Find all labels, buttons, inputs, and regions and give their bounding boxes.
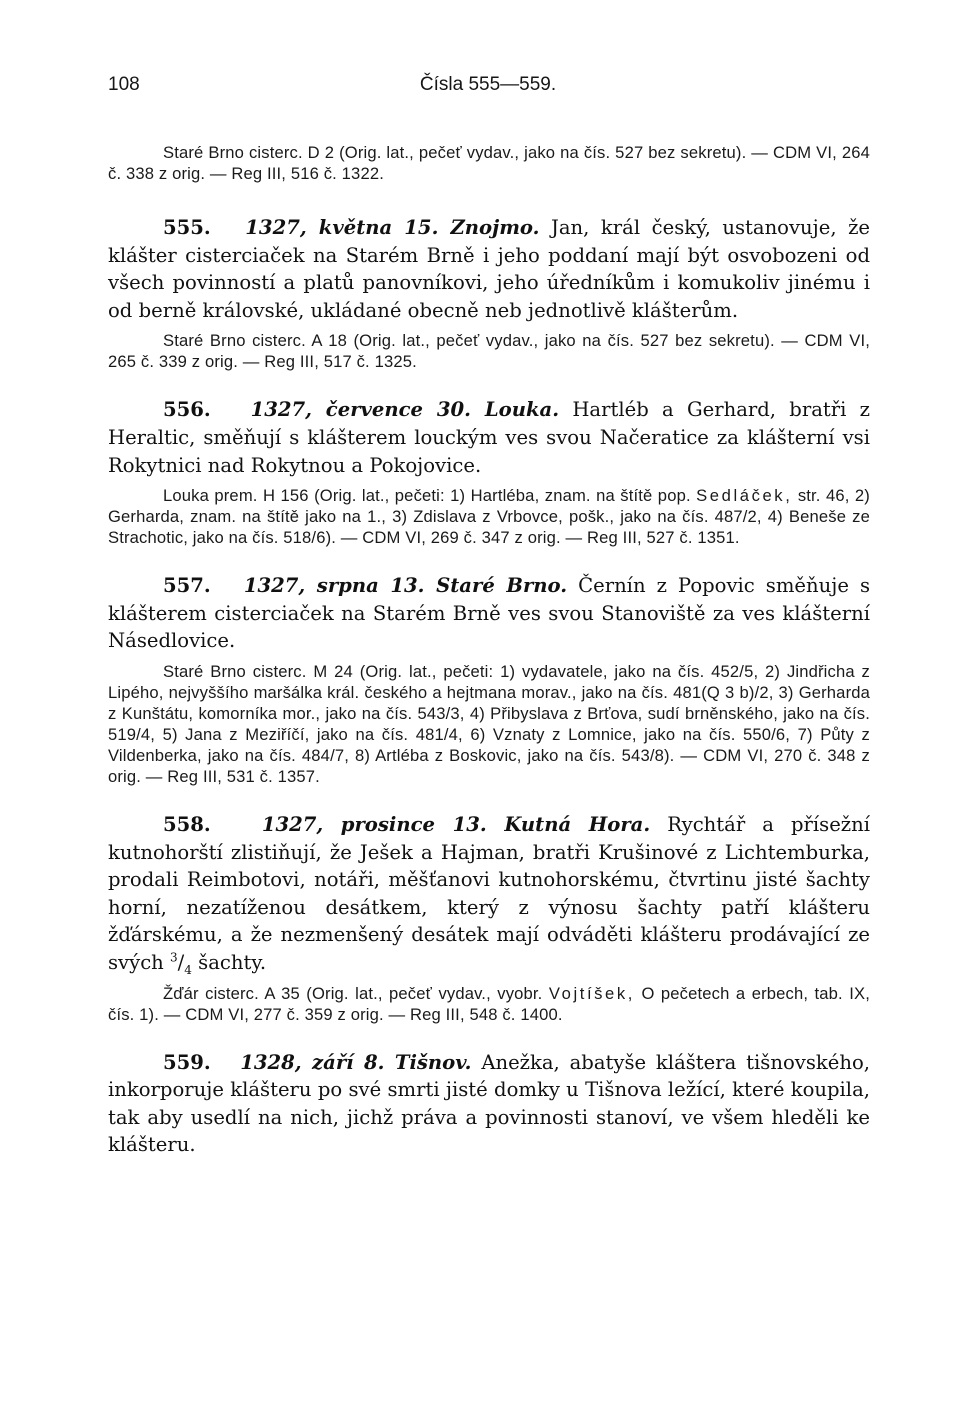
- fraction-denominator: 4: [184, 962, 192, 977]
- fraction-numerator: 3: [170, 950, 178, 965]
- source-text: Žďár cisterc. A 35 (Orig. lat., pečeť vydav., vyobr.: [163, 983, 543, 1003]
- opening-source-text: Staré Brno cisterc. D 2 (Orig. lat., pečeť vydav., jako na čís. 527 bez sekretu). — CDM VI, 264 č. 338 z orig. — Reg III, 516 č. 1322.: [108, 143, 870, 183]
- entry-number: 557.: [163, 574, 211, 598]
- entry-body: Jan, král český, ustanovuje, že klášter cisterciaček na Starém Brně i jeho poddaní mají být osvobozeni od všech povinností a platů panovníkovi, jeho úředníkům i komukoliv jinému i od berně královské, ukládané obecně neb jednotlivě klášterům.: [108, 216, 871, 322]
- source-text: Staré Brno cisterc. A 18 (Orig. lat., pečeť vydav., jako na čís. 527 bez sekretu). — CDM VI, 265 č. 339 z orig. — Reg III, 517 č. 1325.: [108, 331, 870, 372]
- entry-body: Hartléb a Gerhard, bratři z Heraltic, směňují s klášterem louckým ves svou Načeratice za klášterní vsi Rokytnici nad Rokytnou a Pokojovice.: [108, 398, 871, 477]
- entry-559: [108, 1049, 870, 1159]
- cited-author: Sedláček,: [696, 486, 793, 506]
- source-text-continued: str. 46, 2) Gerharda, znam. na štítě jako na 1., 3) Zdislava z Vrbovce, pošk., jako na čís. 487/2, 4) Beneše ze Strachotic, jako na čís. 518/6). — CDM VI, 269 č. 347 z orig. — Reg III, 527 č. 1351.: [108, 486, 870, 548]
- entry-557: [108, 572, 870, 787]
- regest-text: [108, 214, 870, 324]
- source-note: [108, 983, 870, 1025]
- source-text-continued: O pečetech a erbech, tab. IX, čís. 1). — CDM VI, 277 č. 359 z orig. — Reg III, 548 č. 1400.: [108, 983, 870, 1024]
- cited-author: Vojtíšek,: [548, 983, 635, 1003]
- running-title: Čísla 555—559.: [419, 74, 557, 95]
- entry-number: 558.: [163, 812, 211, 836]
- regest-text: [108, 1049, 870, 1159]
- entry-number: 559.: [163, 1050, 211, 1074]
- entry-body: Anežka, abatyše kláštera tišnovského, inkorporuje klášteru po své smrti jisté domky u Tišnova ležící, které koupila, tak aby usedlí na nich, jichž práva a povinnosti stanoví, ve všem hleděli ke klášteru.: [108, 1050, 871, 1157]
- source-note: [108, 330, 870, 372]
- entry-date: 1327, července 30. Louka.: [250, 398, 560, 422]
- page-number: 108: [108, 74, 140, 95]
- entry-556: [108, 396, 870, 548]
- source-note: [108, 485, 870, 548]
- entry-555: [108, 214, 870, 372]
- entry-number: 556.: [163, 398, 211, 422]
- regest-text: 558. 1327, prosince 13. Kutná Hora. Rychtář a přísežní kutnohorští zlistiňují, že Ješek a Hajman, bratři Krušinové z Lichtemburka, prodali Reimbotovi, notáři, měšťanovi kutnohorskému, čtvrtinu jisté šachty horní, nezatíženou desátkem, který z výnosu šachty patří klášteru žďárskému, a že nezmenšený desátek mají odváděti klášteru prodávající ze svých $^3/_4$ šachty.: [108, 812, 870, 977]
- source-text: Staré Brno cisterc. M 24 (Orig. lat., pečeti: 1) vydavatele, jako na čís. 452/5, 2) Jindřicha z Lipého, nejvyššího maršálka král. českého a hejtmana morav., jako na čís. 481(Q 3 b)/2, 3) Gerharda z Kunštátu, komorníka mor., jako na čís. 543/3, 4) Přibyslava z Brťova, sudí brněnského, jako na čís. 519/4, 5) Jana z Meziříčí, jako na čís. 481/4, 6) Vznaty z Lomnice, jako na čís. 550/6, 7) Půty z Vildenberka, jako na čís. 484/7, 8) Artléba z Boskovic, jako na čís. 543/8). — CDM VI, 270 č. 348 z orig. — Reg III, 531 č. 1357.: [108, 661, 870, 786]
- entry-number: 555.: [163, 216, 211, 239]
- entry-body: Rychtář a přísežní kutnohorští zlistiňují, že Ješek a Hajman, bratři Krušinové z Lichtemburka, prodali Reimbotovi, notáři, měšťanovi kutnohorskému, čtvrtinu jisté šachty horní, nezatíženou desátkem, který z výnosu šachty patří klášteru žďárskému, a že nezmenšený desátek mají odváděti klášteru prodávající ze svých: [108, 812, 870, 974]
- source-text: Louka prem. H 156 (Orig. lat., pečeti: 1) Hartléba, znam. na štítě pop.: [163, 486, 691, 506]
- regest-text: [108, 572, 870, 655]
- entry-558: [108, 811, 870, 1025]
- entry-date: 1327, prosince 13. Kutná Hora.: [261, 812, 651, 836]
- entry-body: Černín z Popovic směňuje s klášterem cisterciaček na Starém Brně ves svou Stanoviště za ves klášterní Násedlovice.: [108, 574, 871, 653]
- entry-body-end: šachty.: [198, 950, 267, 974]
- running-head: [108, 74, 868, 102]
- entry-date: 1327, května 15. Znojmo.: [245, 216, 540, 239]
- opening-source-note: [108, 142, 870, 184]
- source-note: [108, 661, 870, 787]
- regest-text: [108, 396, 870, 479]
- text-column: [108, 142, 870, 1159]
- entry-date: 1328, září 8. Tišnov.: [240, 1050, 472, 1074]
- entry-date: 1327, srpna 13. Staré Brno.: [243, 574, 568, 598]
